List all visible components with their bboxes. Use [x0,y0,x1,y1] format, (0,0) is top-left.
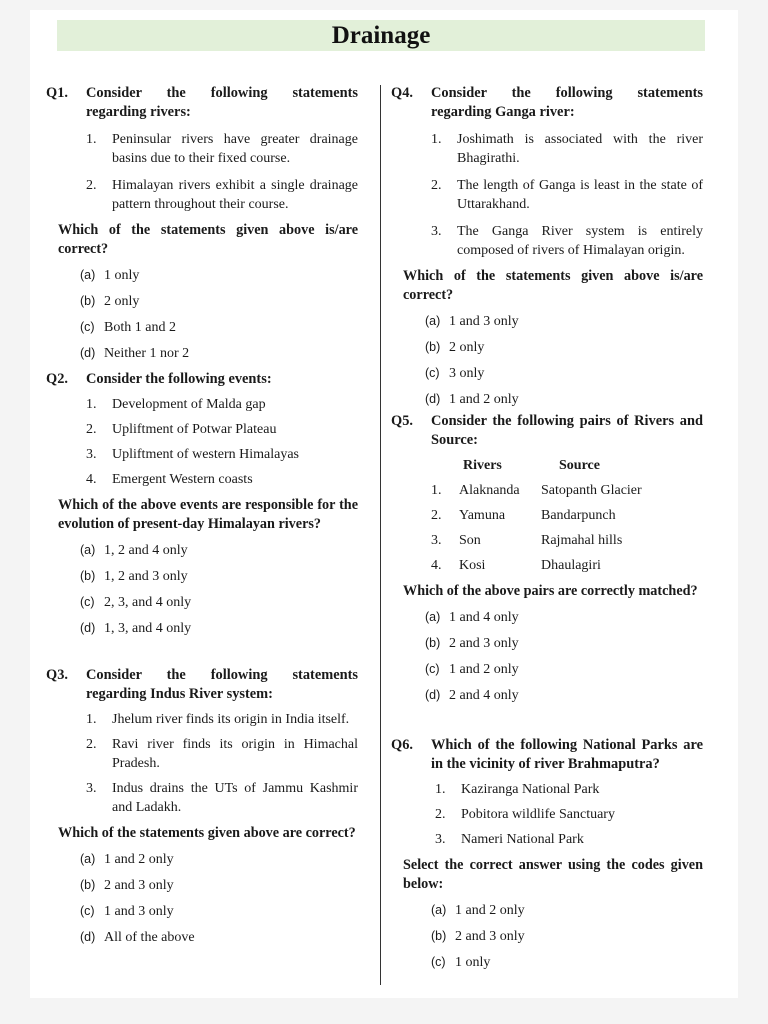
statement-text: Emergent Western coasts [112,472,253,487]
river-cell: Kosi [459,558,486,573]
option-text: Both 1 and 2 [104,320,176,335]
statement-list [46,395,358,489]
column-header-rivers: Rivers [463,458,502,473]
option-text: 2, 3, and 4 only [104,595,192,610]
statement-number: 3. [431,224,442,239]
option-text: 1 and 2 only [449,662,519,677]
question-6 [391,736,703,972]
option-list [46,850,358,947]
statement-list [46,710,358,817]
page-title: Drainage [57,20,705,51]
question-prompt: Which of the statements given above is/are correct? [58,222,358,257]
column-divider [380,85,381,985]
question-1 [46,84,358,363]
statement [86,445,358,464]
option-text: 1, 2 and 4 only [104,543,188,558]
option-label: (b) [425,636,441,650]
option-label: (d) [80,621,96,635]
option-label: (b) [431,929,447,943]
option-text: 1 and 4 only [449,610,519,625]
statement [86,420,358,439]
statement [86,735,358,773]
option-b[interactable] [80,876,358,895]
statement-text: Jhelum river finds its origin in India itself. [112,712,350,727]
statement-number: 1. [86,132,97,147]
statement [435,780,703,799]
statement-text: Indus drains the UTs of Jammu Kashmir and Ladakh. [112,781,358,815]
table-row [431,531,703,550]
table-row [431,556,703,575]
option-text: 2 and 3 only [455,929,525,944]
source-cell: Dhaulagiri [541,558,601,573]
statement [86,130,358,168]
option-b[interactable] [431,927,703,946]
option-text: All of the above [104,930,195,945]
question-number: Q4. [391,85,413,101]
question-header [46,666,358,704]
river-cell: Alaknanda [459,483,520,498]
option-b[interactable] [80,292,358,311]
question-header [391,412,703,450]
question-prompt: Which of the statements given above are correct? [58,825,356,841]
statement [86,710,358,729]
statement-list [46,130,358,214]
option-list [46,541,358,638]
option-text: 2 and 4 only [449,688,519,703]
option-c[interactable] [425,660,703,679]
option-label: (c) [80,595,95,609]
option-text: 1 and 3 only [449,314,519,329]
statement-number: 1. [435,782,446,797]
source-cell: Rajmahal hills [541,533,623,548]
statement [435,805,703,824]
statement-number: 1. [86,397,97,412]
option-d[interactable] [425,686,703,705]
option-label: (d) [425,688,441,702]
option-list [391,312,703,409]
statement-number: 3. [435,832,446,847]
question-header [46,84,358,122]
option-d[interactable] [80,619,358,638]
option-label: (c) [80,904,95,918]
statement-number: 1. [86,712,97,727]
option-label: (c) [80,320,95,334]
option-text: 1 and 2 only [449,392,519,407]
option-text: 1, 3, and 4 only [104,621,192,636]
option-d[interactable] [80,928,358,947]
statement-number: 2. [435,807,446,822]
statement-text: Nameri National Park [461,832,584,847]
statement [431,176,703,214]
statement [431,222,703,260]
option-a[interactable] [431,901,703,920]
statement-number: 2. [86,737,97,752]
statement-number: 2. [86,422,97,437]
statement-text: Upliftment of western Himalayas [112,447,300,462]
option-c[interactable] [431,953,703,972]
option-label: (d) [80,346,96,360]
question-number: Q5. [391,413,413,429]
option-c[interactable] [80,902,358,921]
option-text: 2 only [104,294,140,309]
option-label: (a) [431,903,447,917]
option-label: (a) [425,314,441,328]
question-2 [46,370,358,638]
question-prompt: Which of the above pairs are correctly matched? [403,583,698,599]
question-prompt: Which of the above events are responsible for the evolution of present-day Himalayan rivers? [58,497,358,532]
question-4 [391,84,703,409]
option-label: (a) [80,543,96,557]
statement-number: 4. [86,472,97,487]
question-header [391,84,703,122]
option-a[interactable] [80,850,358,869]
question-number: Q1. [46,85,68,101]
statement [86,779,358,817]
question-header [46,370,358,389]
option-text: 2 only [449,340,485,355]
statement-list [391,780,703,849]
statement-text: Development of Malda gap [112,397,266,412]
statement-text: The length of Ganga is least in the state of Uttarakhand. [457,178,703,212]
statement-number: 2. [431,178,442,193]
statement-text: Joshimath is associated with the river Bhagirathi. [457,132,703,166]
option-b[interactable] [425,338,703,357]
option-a[interactable] [80,541,358,560]
river-cell: Son [459,533,481,548]
source-cell: Satopanth Glacier [541,483,642,498]
option-label: (d) [425,392,441,406]
question-3 [46,666,358,947]
question-text: Consider the following statements regarding rivers: [86,85,358,120]
option-text: 1 and 2 only [455,903,525,918]
option-a[interactable] [80,266,358,285]
statement-text: Pobitora wildlife Sanctuary [461,807,615,822]
statement [435,830,703,849]
question-number: Q6. [391,737,413,753]
option-label: (a) [425,610,441,624]
statement-number: 3. [86,781,97,796]
option-b[interactable] [425,634,703,653]
option-text: 1 only [455,955,491,970]
option-text: 1, 2 and 3 only [104,569,188,584]
question-text: Consider the following events: [86,371,272,387]
option-label: (b) [80,294,96,308]
option-label: (a) [80,268,96,282]
option-a[interactable] [425,608,703,627]
option-list [391,901,703,972]
option-d[interactable] [425,390,703,409]
column-header-source: Source [559,458,600,473]
option-text: Neither 1 nor 2 [104,346,190,361]
question-header [391,736,703,774]
statement [86,470,358,489]
option-d[interactable] [80,344,358,363]
question-text: Consider the following pairs of Rivers and Source: [431,413,703,448]
table-row [431,506,703,525]
option-list [391,608,703,705]
option-c[interactable] [80,593,358,612]
option-label: (b) [80,878,96,892]
statement-text: Kaziranga National Park [461,782,600,797]
statement-list [391,130,703,260]
row-number: 4. [431,558,442,573]
statement-number: 2. [86,178,97,193]
option-label: (d) [80,930,96,944]
statement-text: Ravi river finds its origin in Himachal Pradesh. [112,737,358,771]
statement [86,176,358,214]
row-number: 1. [431,483,442,498]
question-text: Consider the following statements regarding Ganga river: [431,85,703,120]
statement-text: Upliftment of Potwar Plateau [112,422,277,437]
row-number: 3. [431,533,442,548]
document-page [30,10,738,998]
row-number: 2. [431,508,442,523]
option-label: (b) [80,569,96,583]
question-number: Q2. [46,371,68,387]
option-c[interactable] [425,364,703,383]
option-text: 3 only [449,366,485,381]
option-label: (c) [425,662,440,676]
question-prompt: Which of the statements given above is/are correct? [403,268,703,303]
option-text: 2 and 3 only [449,636,519,651]
statement-number: 1. [431,132,442,147]
option-text: 2 and 3 only [104,878,174,893]
pairs-table [391,456,703,575]
source-cell: Bandarpunch [541,508,616,523]
option-text: 1 and 3 only [104,904,174,919]
statement-text: Peninsular rivers have greater drainage basins due to their fixed course. [112,132,358,166]
option-label: (a) [80,852,96,866]
option-c[interactable] [80,318,358,337]
option-b[interactable] [80,567,358,586]
option-label: (b) [425,340,441,354]
option-text: 1 and 2 only [104,852,174,867]
question-5 [391,412,703,705]
statement-number: 3. [86,447,97,462]
option-label: (c) [431,955,446,969]
option-list [46,266,358,363]
river-cell: Yamuna [459,508,506,523]
question-text: Consider the following statements regarding Indus River system: [86,667,358,702]
option-label: (c) [425,366,440,380]
question-number: Q3. [46,667,68,683]
statement [86,395,358,414]
option-a[interactable] [425,312,703,331]
table-row [431,481,703,500]
statement-text: Himalayan rivers exhibit a single drainage pattern throughout their course. [112,178,358,212]
question-text: Which of the following National Parks are in the vicinity of river Brahmaputra? [431,737,703,772]
statement [431,130,703,168]
statement-text: The Ganga River system is entirely composed of rivers of Himalayan origin. [457,224,703,258]
pairs-table-header [431,456,703,475]
question-prompt: Select the correct answer using the codes given below: [403,857,703,892]
option-text: 1 only [104,268,140,283]
